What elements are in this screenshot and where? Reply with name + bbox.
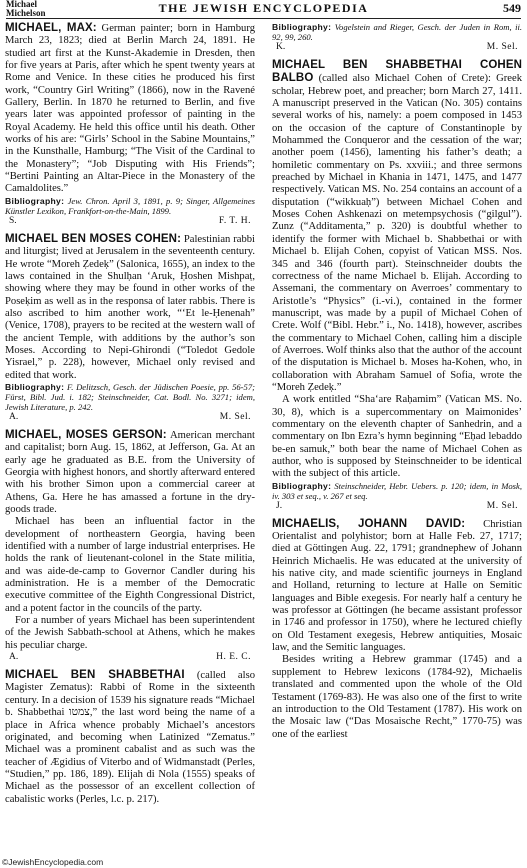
bibliography-label: Bibliography: — [272, 22, 332, 32]
article-signature: A. M. Sel. — [9, 411, 251, 422]
bibliography: Bibliography: F. Delitzsch, Gesch. der Jüdischen Poesie, pp. 56-57; Fürst, Bibl. Jud. i. 182; Steinschneider, Cat. Bodl. No. 3271; idem, Jewish Literature, p. 242. — [5, 381, 255, 412]
bibliography: Bibliography: Jew. Chron. April 3, 1891, p. 9; Singer, Allgemeines Künstler Lexikon, Frankfort-on-the-Main, 1899. — [5, 195, 255, 216]
article-signature: J. M. Sel. — [276, 500, 518, 511]
article-signature: S. F. T. H. — [9, 215, 251, 226]
article-heading: MICHAEL, MOSES GERSON: — [5, 428, 167, 441]
right-column — [272, 22, 522, 741]
article-heading: MICHAEL BEN SHABBETHAI — [5, 669, 185, 682]
journal-title: THE JEWISH ENCYCLOPEDIA — [158, 1, 369, 15]
article-body: MICHAEL BEN SHABBETHAI COHEN BALBO (called also Michael Cohen of Crete): Greek scholar, Hebrew poet, and preacher; born March 27, 1411. A manuscript preserved in the Vatican (No. 305) contains several works of his, namely: a poem composed in 1453 on the occasion of the capture of Constantinople by Mohammed the Conqueror and the cessation of the war; another poem (1456), lamenting his father’s death; a homiletic commentary on Ps. xxviii.; and three sermons preached by Michael in Khania in 1471, 1475, and 1477 respectively. Vatican MS. No. 254 contains an account of a disputation (“wikkuaḥ”) between Michael Cohen and Moses Cohen Ashkenazi on metempsychosis (“gilgul”). Zunz (“Additamenta,” p. 320) is doubtful whether to identify the former with Michael b. Shabbethai or with Michael b. Elijah Cohen, copyist of Vatican MSS. Nos. 345 and 346 (fourth part). Steinschneider doubts the correctness of the name Michael b. Elijah. According to Assemani, the commentary on Averroes’ commentary to Aristotle’s “Physics” (i.-vi.), contained in the former manuscript, was made by a pupil of Michael Cohen of Crete. Wolf (“Bibl. Hebr.” i., No. 1418), however, ascribes the commentary to Michael Cohen, calling him a disciple of Averroes. Wolf thinks also that the author of the account of the disputation is Michael b. Moses ha-Kohen, who, in collaboration with Abraham Samuel of Sofia, wrote the “Moreh Ẓedeḳ.” — [272, 59, 522, 393]
article-paragraph: A work entitled “Sha‘are Raḥamim” (Vatican MS. No. 30, 8), which is a supercommentary on Maimonides’ commentary on the eleventh chapter of Sanhedrin, and a commentary on Ibn Ezra’s hymn beginning “Eḥad lebaddo be-en samuk,” both bear the name of Michael Cohen as author, who is supposed by Steinschneider to be identical with the subject of this article. — [272, 394, 522, 480]
article-heading: MICHAEL BEN MOSES COHEN: — [5, 232, 181, 245]
left-column — [5, 22, 255, 806]
bibliography-label: Bibliography: — [5, 381, 65, 392]
article-signature: A. H. E. C. — [9, 652, 251, 663]
bibliography-label: Bibliography: — [5, 195, 65, 206]
bibliography: Bibliography: Steinschneider, Hebr. Uebers. p. 120; idem, in Mosk, iv. 303 et seq., v. 267 et seq. — [272, 480, 522, 501]
article-heading: MICHAELIS, JOHANN DAVID: — [272, 517, 466, 530]
article-paragraph: Besides writing a Hebrew grammar (1745) and a supplement to Hebrew lexicons (1784-92), Michaelis translated and commented upon the whole of the Old Testament (1769-83). He was also one of the first to write an introduction to the Old Testament (1787). His work on the Mosaic law (“Das Mosaische Recht,” 1770-75) was one of the earliest — [272, 654, 522, 740]
article-body: MICHAELIS, JOHANN DAVID: Christian Orientalist and polyhistor; born at Halle Feb. 27, 1717; died at Göttingen Aug. 22, 1791; grandnephew of Johann Heinrich Michaelis. He was educated at the university of his native city, and made scientific journeys in England and Holland, returning to lecture at Halle on Semitic languages and Bible exegesis. For nearly half a century he was professor at Göttingen (he became assistant professor in 1746 and professor in 1750), where he lectured chiefly on Old Testament exegesis, Hebrew antiquities, Mosaic law, and the Semitic languages. — [272, 517, 522, 654]
article-heading: MICHAEL, MAX: — [5, 22, 97, 34]
article-paragraph: Michael has been an influential factor in the development of northeastern Georgia, having been identified with a number of large industrial enterprises. He holds the rank of lieutenant-colonel in the State militia, and was aide-de-camp to Governor Candler during his administration. He is a member of the Democratic executive committee of the Eighth Congressional District, and a potent factor in the councils of the party. — [5, 516, 255, 614]
running-head-first-word: Michael — [6, 0, 37, 9]
article-body: MICHAEL BEN MOSES COHEN: Palestinian rabbi and liturgist; lived at Jerusalem in the seventeenth century. He wrote “Moreh Ẓedeḳ” (Salonica, 1655), an index to the laws contained in the Shulḥan ‘Aruk, Ḥoshen Mishpaṭ, showing where they may be found in other works of the Poseḳim as well as in the responsa of later rabbis. There is also ascribed to him another work, “‘Et le-Ḥenenah” (Venice, 1708), prayers to be recited at the western wall of the ancient Temple, with additions by the author’s son Moses. According to Nepi-Ghirondi (“Toledot Gedole Yisrael,” p. 228), however, Michael only revised and edited that work. — [5, 232, 255, 381]
article-paragraph: For a number of years Michael has been superintendent of the Jewish Sabbath-school at Athens, which he makes his peculiar charge. — [5, 615, 255, 651]
article-signature: K. M. Sel. — [276, 42, 518, 52]
bibliography-label: Bibliography: — [272, 480, 332, 491]
article-body: MICHAEL BEN SHABBETHAI (called also Magister Zematus): Rabbi of Rome in the sixteenth century. In a decision of 1539 his signature reads “Michael b. Shabbethai צמטו,” the last word being the name of a place in Africa whence probably Michael’s ancestors originated, and becoming when Latinized “Zematus.” Michael was a prominent cabalist and as such was the teacher of Ægidius of Viterbo and of Widmanstadt (Perles, “Studien,” pp. 186, 189). Elijah di Nola (1555) speaks of Michael as the possessor of an excellent collection of cabalistic works (Perles, l.c. p. 217). — [5, 669, 255, 805]
page-number: 549 — [503, 1, 521, 15]
bibliography: Bibliography: Vogelstein and Rieger, Gesch. der Juden in Rom, ii. 92, 99, 260. — [272, 22, 522, 42]
page-header — [6, 0, 521, 19]
article-body: MICHAEL, MAX: German painter; born in Hamburg March 23, 1823; died at Berlin March 24, 1891. He studied art first at the Kunst-Akademie in Dresden, then for five years at Paris, after which he spent twenty years at Rome and Venice. In these cities he produced his first work, “Country Girl Writing” (1866), now in the Ravené Gallery, Berlin. In 1870 he returned to Berlin, and five years later was appointed professor of painting in the Royal Academy. He held this office until his death. Other works of his are: “Girls’ School in the Sabine Mountains,” in the Kunsthalle, Hamburg; “The Visit of the Cardinal to the Monastery”; “Job Disputing with His Friends”; “Bertini Painting an Altar-Piece in the Monastery of the Camaldolites.” — [5, 22, 255, 195]
article-heading: MICHAEL BEN SHABBETHAI COHEN BALBO — [272, 59, 522, 85]
article-body: MICHAEL, MOSES GERSON: American merchant and capitalist; born Aug. 15, 1862, at Jefferson, Ga. At an early age he graduated as B.E. from the University of Georgia with highest honors, and shortly afterward entered with his brother Simon upon a commercial career at Athens, Ga. Here he has amassed a fortune in the dry-goods trade. — [5, 428, 255, 515]
source-watermark[interactable]: ©JewishEncyclopedia.com — [2, 857, 104, 867]
running-head-last-word: Michelson — [6, 8, 46, 18]
